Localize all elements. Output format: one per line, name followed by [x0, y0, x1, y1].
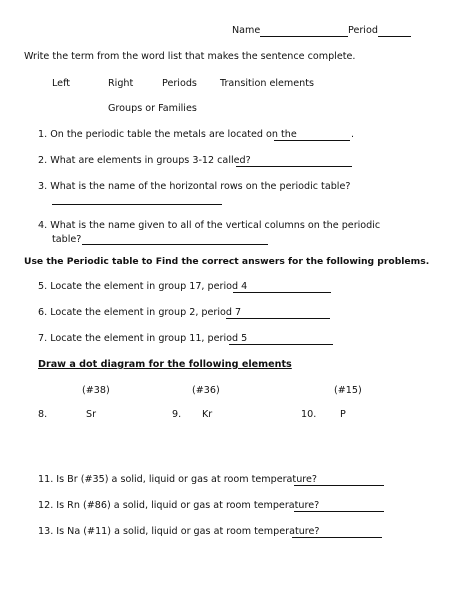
word-left: Left [52, 78, 71, 89]
atomic-number-p: (#15) [334, 385, 362, 396]
word-right: Right [108, 78, 134, 89]
question-5: 5. Locate the element in group 17, period 4 [38, 281, 248, 292]
atomic-number-kr: (#36) [192, 385, 220, 396]
period-label: Period [348, 25, 378, 36]
question-11: 11. Is Br (#35) a solid, liquid or gas at room temperature? [38, 474, 317, 485]
word-transition: Transition elements [220, 78, 315, 89]
dot-diagram-heading: Draw a dot diagram for the following elements [38, 359, 292, 370]
question-4-cont: table? [52, 234, 82, 245]
element-sr: Sr [86, 409, 97, 420]
answer-5-blank[interactable] [233, 292, 331, 293]
question-1: 1. On the periodic table the metals are located on the [38, 129, 297, 140]
question-3: 3. What is the name of the horizontal rows on the periodic table? [38, 181, 351, 192]
answer-11-blank[interactable] [294, 485, 384, 486]
question-2: 2. What are elements in groups 3-12 called? [38, 155, 251, 166]
word-periods: Periods [162, 78, 197, 89]
period-blank[interactable] [378, 36, 411, 37]
question-12: 12. Is Rn (#86) a solid, liquid or gas at room temperature? [38, 500, 320, 511]
answer-12-blank[interactable] [294, 511, 384, 512]
question-13: 13. Is Na (#11) a solid, liquid or gas at room temperature? [38, 526, 320, 537]
answer-3-blank[interactable] [52, 204, 222, 205]
name-blank[interactable] [260, 36, 348, 37]
question-7: 7. Locate the element in group 11, period 5 [38, 333, 248, 344]
item-10-number: 10. [301, 409, 317, 420]
item-9-number: 9. [172, 409, 182, 420]
instructions: Write the term from the word list that makes the sentence complete. [24, 51, 356, 62]
question-6: 6. Locate the element in group 2, period 7 [38, 307, 242, 318]
element-p: P [340, 409, 346, 420]
atomic-number-sr: (#38) [82, 385, 110, 396]
answer-7-blank[interactable] [229, 344, 333, 345]
section-2-heading: Use the Periodic table to Find the correct answers for the following problems. [24, 256, 430, 267]
question-1-end: . [351, 129, 355, 140]
answer-1-blank[interactable] [274, 140, 350, 141]
word-groups: Groups or Families [108, 103, 197, 114]
answer-6-blank[interactable] [226, 318, 330, 319]
element-kr: Kr [202, 409, 213, 420]
answer-13-blank[interactable] [292, 537, 382, 538]
item-8-number: 8. [38, 409, 48, 420]
answer-4-blank[interactable] [82, 244, 268, 245]
answer-2-blank[interactable] [236, 166, 352, 167]
name-label: Name [232, 25, 261, 36]
question-4: 4. What is the name given to all of the vertical columns on the periodic [38, 220, 381, 231]
